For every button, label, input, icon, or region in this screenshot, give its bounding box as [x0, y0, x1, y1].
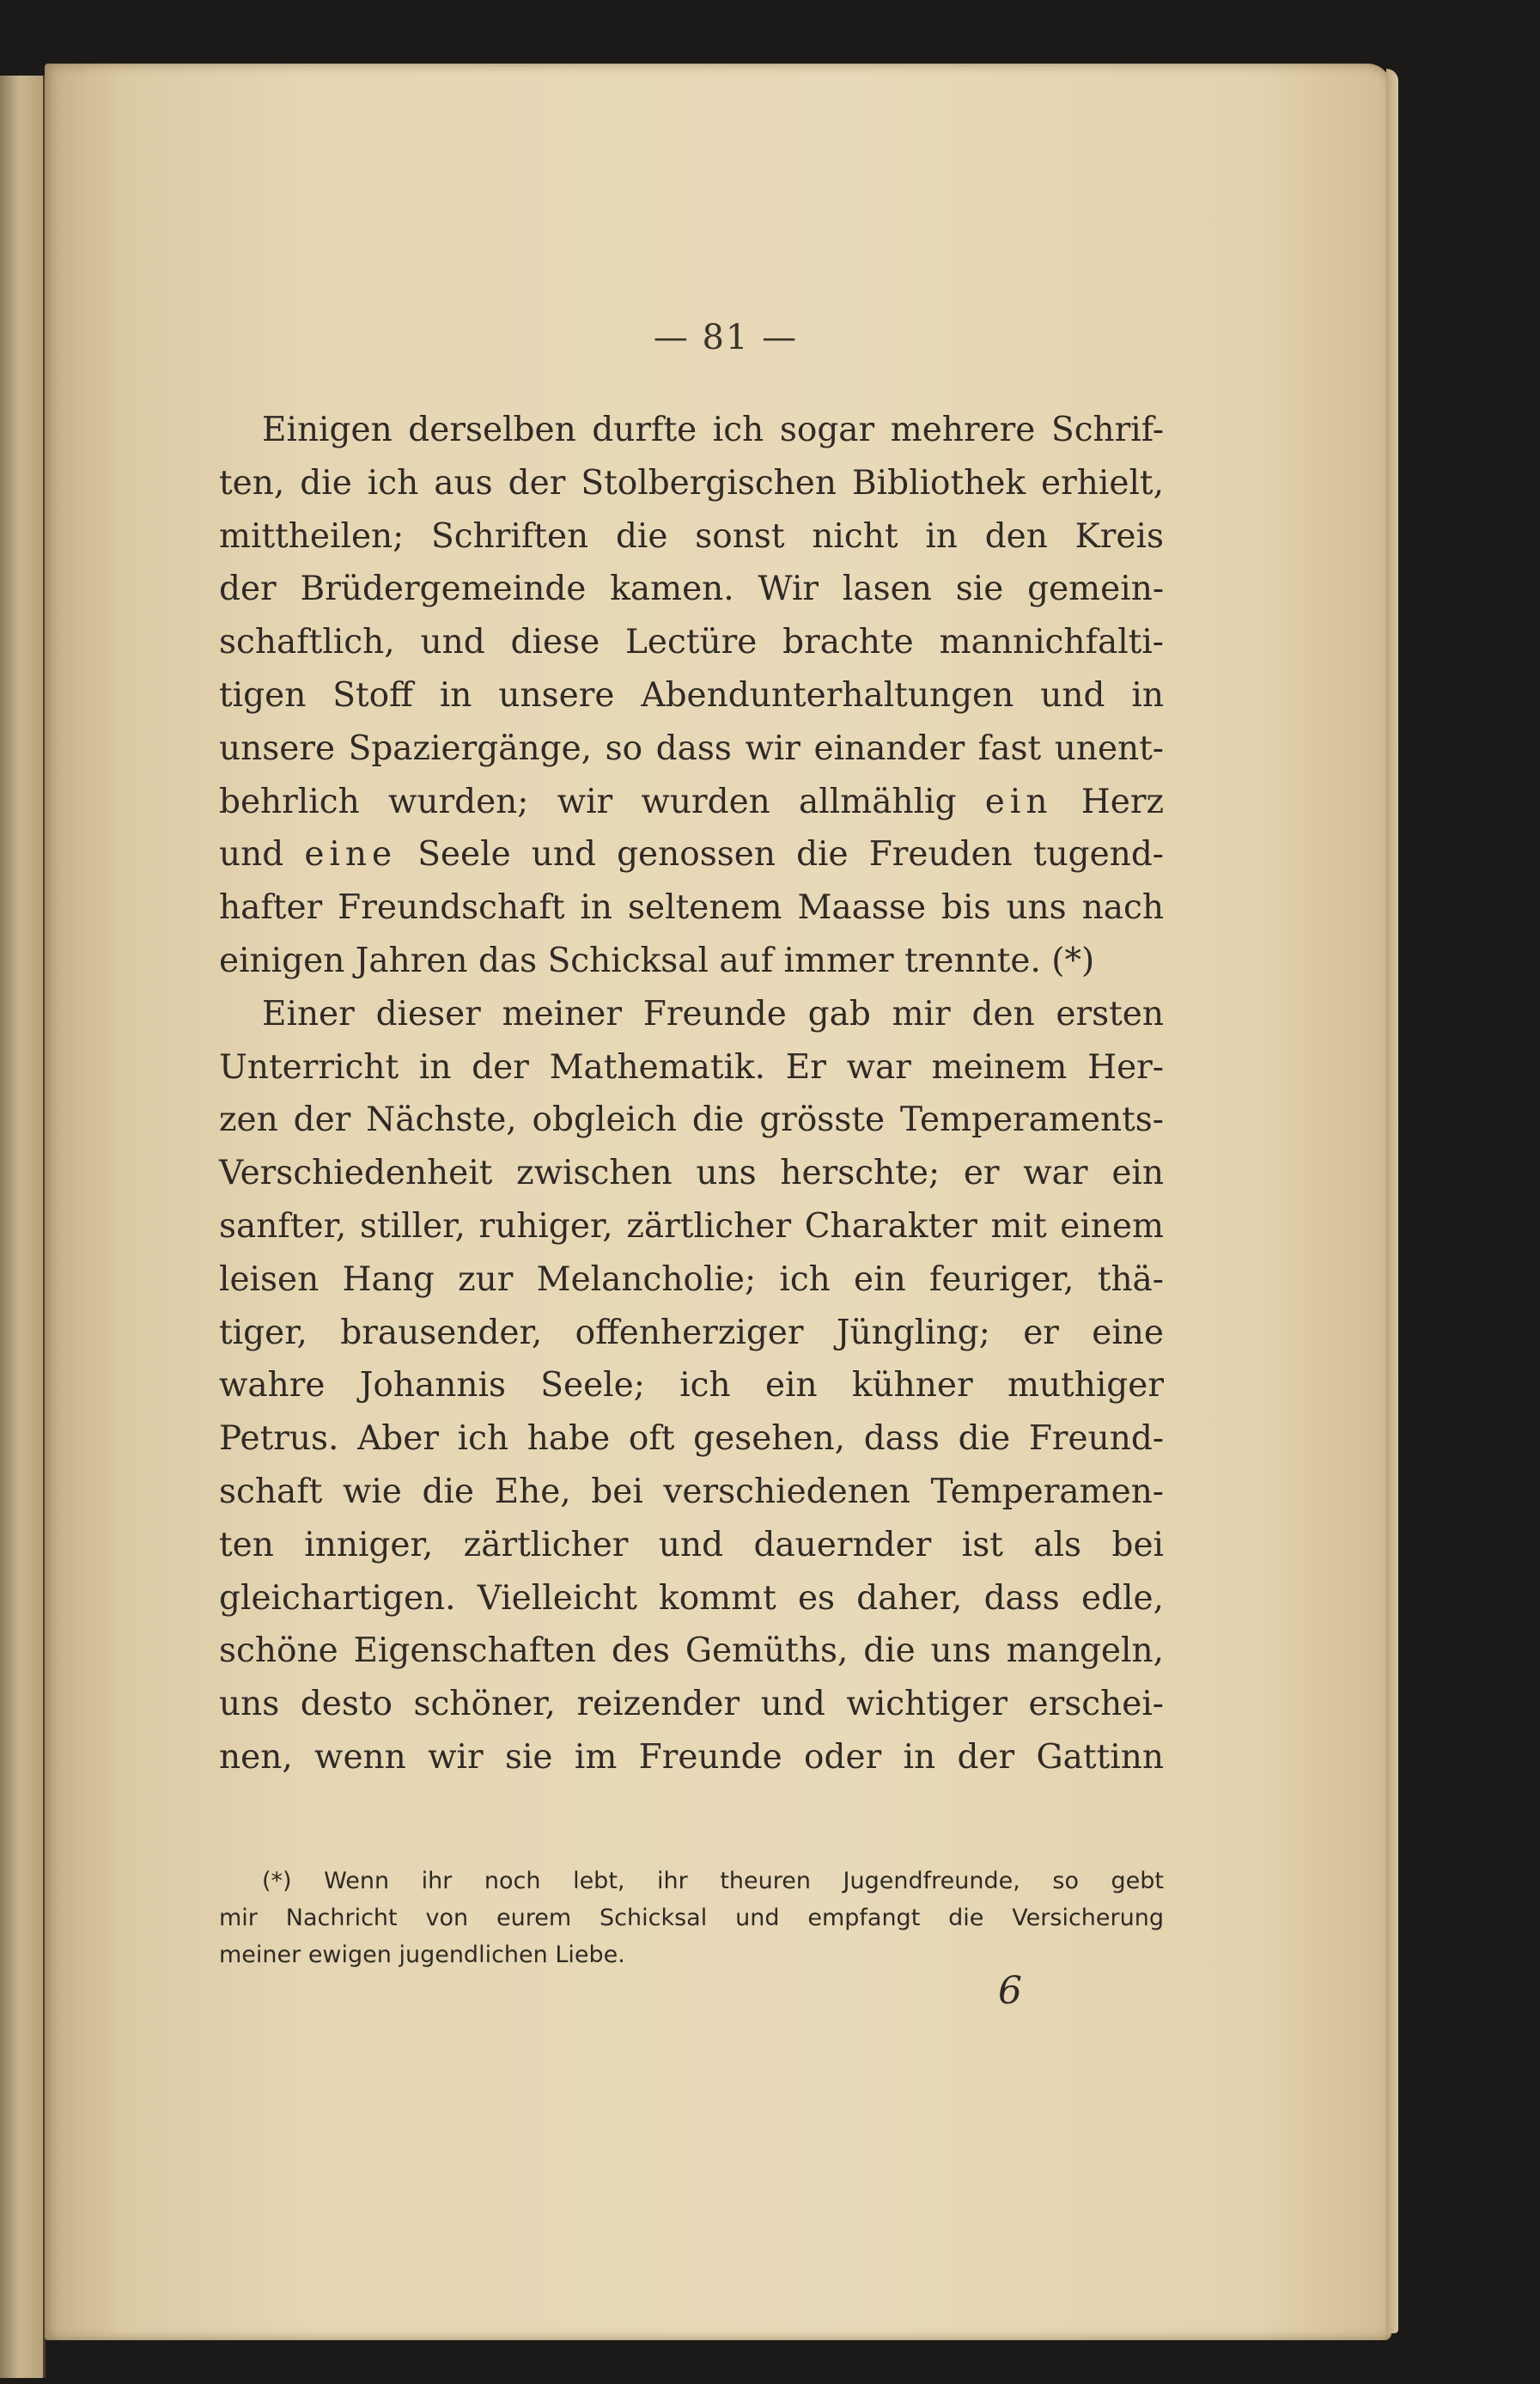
- text-line: schöne Eigenschaften des Gemüths, die uns mangeln,: [219, 1631, 1164, 1671]
- text-line: gleichartigen. Vielleicht kommt es daher, dass edle,: [219, 1578, 1164, 1618]
- text-line: hafter Freundschaft in seltenem Maasse bis uns nach: [219, 888, 1164, 928]
- text-line: [219, 776, 1164, 829]
- body-text: [219, 404, 1164, 1784]
- emphasized-word: ein: [984, 782, 1053, 821]
- text-line: Petrus. Aber ich habe oft gesehen, dass die Freund-: [219, 1419, 1164, 1459]
- text-line: ten inniger, zärtlicher und dauernder ist als bei: [219, 1525, 1164, 1564]
- footnote-line: (*) Wenn ihr noch lebt, ihr theuren Jugendfreunde, so gebt: [262, 1868, 1164, 1894]
- text-line: ten, die ich aus der Stolbergischen Bibliothek erhielt,: [219, 463, 1164, 503]
- footnote: [219, 1863, 1164, 1973]
- text-line: mittheilen; Schriften die sonst nicht in den Kreis: [219, 516, 1164, 556]
- footnote-line: meiner ewigen jugendlichen Liebe.: [219, 1942, 625, 1968]
- paragraph-1: [219, 404, 1164, 988]
- text-line: schaft wie die Ehe, bei verschiedenen Temperamen-: [219, 1472, 1164, 1511]
- signature-mark: 6: [998, 1969, 1022, 2013]
- text-line: unsere Spaziergänge, so dass wir einander fast unent-: [219, 729, 1164, 768]
- text-line: der Brüdergemeinde kamen. Wir lasen sie gemein-: [219, 570, 1164, 609]
- text-fragment: behrlich wurden; wir wurden allmählig: [219, 782, 957, 821]
- text-line: nen, wenn wir sie im Freunde oder in der Gattinn: [219, 1737, 1164, 1777]
- text-line: tigen Stoff in unsere Abendunterhaltungen und in: [219, 675, 1164, 715]
- page-edge-shadow: [1386, 69, 1398, 2333]
- text-line: leisen Hang zur Melancholie; ich ein feuriger, thä-: [219, 1259, 1164, 1299]
- page-number: — 81 —: [653, 318, 799, 357]
- adjacent-page-edge: [0, 76, 46, 2378]
- text-fragment: und: [219, 835, 284, 875]
- text-line: Verschiedenheit zwischen uns herschte; er war ein: [219, 1154, 1164, 1193]
- text-fragment: Herz: [1080, 782, 1165, 821]
- text-line: Unterricht in der Mathematik. Er war meinem Her-: [219, 1047, 1164, 1087]
- emphasized-word: eine: [304, 835, 398, 875]
- text-line: tiger, brausender, offenherziger Jüngling; er eine: [219, 1313, 1164, 1352]
- text-line: uns desto schöner, reizender und wichtiger erschei-: [219, 1685, 1164, 1724]
- text-fragment: Seele und genossen die Freuden tugend-: [417, 835, 1164, 875]
- text-line: wahre Johannis Seele; ich ein kühner muthiger: [219, 1366, 1164, 1405]
- text-line: Einer dieser meiner Freunde gab mir den ersten: [262, 994, 1164, 1033]
- text-line: zen der Nächste, obgleich die grösste Temperaments-: [219, 1101, 1164, 1140]
- paragraph-2: [219, 988, 1164, 1784]
- text-line: einigen Jahren das Schicksal auf immer trennte. (*): [219, 941, 1095, 980]
- text-line: Einigen derselben durfte ich sogar mehrere Schrif-: [262, 411, 1164, 449]
- text-line: [219, 828, 1164, 881]
- text-line: schaftlich, und diese Lectüre brachte mannichfalti-: [219, 623, 1164, 662]
- text-line: sanfter, stiller, ruhiger, zärtlicher Charakter mit einem: [219, 1206, 1164, 1246]
- footnote-line: mir Nachricht von eurem Schicksal und empfangt die Versicherung: [219, 1905, 1164, 1931]
